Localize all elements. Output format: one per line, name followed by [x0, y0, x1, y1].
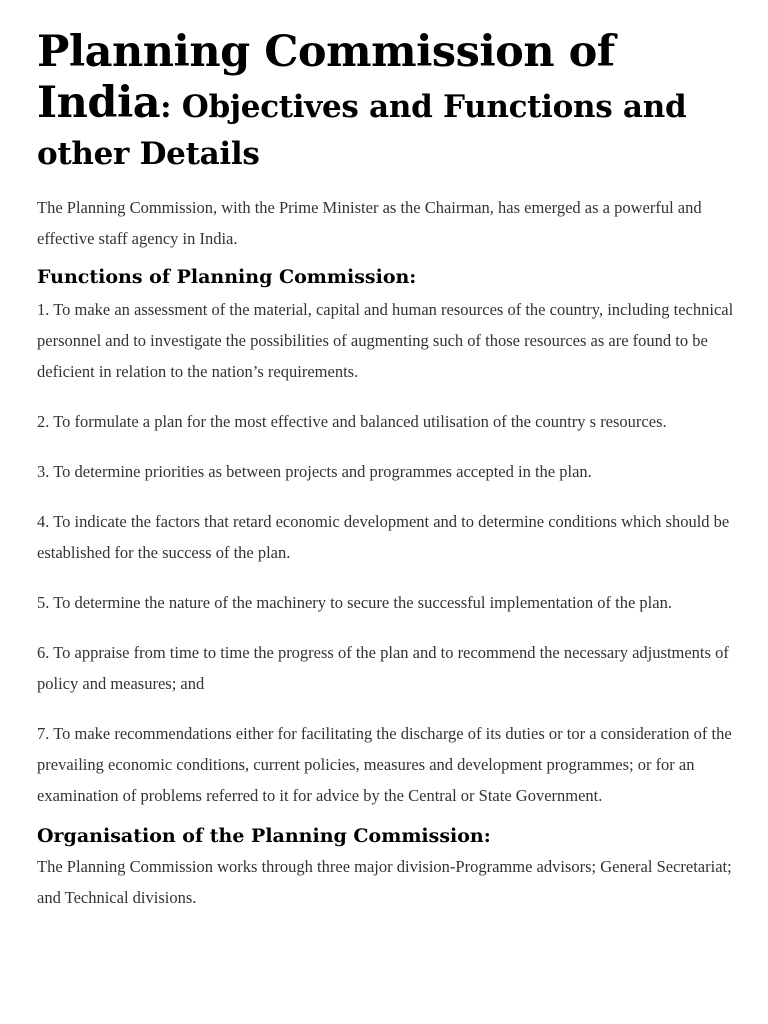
title-main-word: India	[37, 78, 161, 128]
function-item-7: 7. To make recommendations either for facilitating the discharge of its duties or tor a consideration of the prevailing economic conditions, current policies, measures and development programmes; or for an examination of problems referred to it for advice by the Central or State Government.	[37, 724, 732, 805]
title-line-2	[37, 78, 737, 132]
document-page	[37, 26, 737, 913]
organisation-paragraph: The Planning Commission works through three major division-Programme advisors; General Secretariat; and Technical divisions.	[37, 857, 732, 907]
function-item-4: 4. To indicate the factors that retard economic development and to determine conditions which should be established for the success of the plan.	[37, 512, 730, 562]
function-item-5: 5. To determine the nature of the machinery to secure the successful implementation of the plan.	[37, 593, 672, 612]
organisation-heading: Organisation of the Planning Commission:	[37, 825, 491, 847]
title-line-1: Planning Commission of	[37, 27, 615, 77]
function-item-2: 2. To formulate a plan for the most effective and balanced utilisation of the country s resources.	[37, 412, 667, 431]
intro-paragraph: The Planning Commission, with the Prime Minister as the Chairman, has emerged as a powerful and effective staff agency in India.	[37, 198, 702, 248]
page-title	[37, 26, 737, 176]
function-item-6: 6. To appraise from time to time the progress of the plan and to recommend the necessary adjustments of policy and measures; and	[37, 643, 729, 693]
function-item-1: 1. To make an assessment of the material, capital and human resources of the country, including technical personnel and to investigate the possibilities of augmenting such of those resources as are found to be deficient in relation to the nation’s requirements.	[37, 300, 734, 381]
title-subtitle: : Objectives and Functions and	[160, 89, 687, 125]
functions-heading: Functions of Planning Commission:	[37, 266, 417, 288]
function-item-3: 3. To determine priorities as between projects and programmes accepted in the plan.	[37, 462, 592, 481]
title-line-3: other Details	[37, 136, 260, 172]
functions-list	[37, 294, 737, 811]
